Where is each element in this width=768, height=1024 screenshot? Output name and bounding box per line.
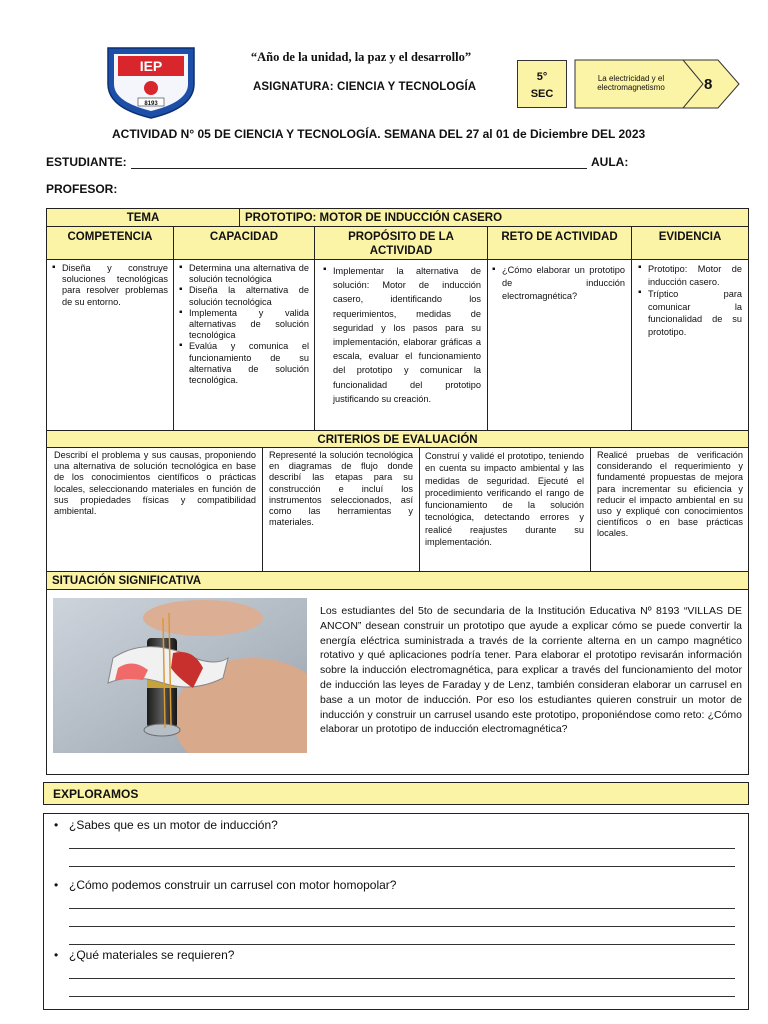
teacher-label: PROFESOR: — [46, 182, 118, 196]
capacidad-item: ▪ Determina una alternativa de solución tecnológica — [179, 263, 309, 285]
proposito-item: ▪ Implementar la alternativa de solución: Motor de inducción casero, identificando los requerimientos, medidas de seguridad y los pasos para su implementación, elaborar gráficas a escala, evaluar el funcionamiento del prototipo y comunicar la funcionalidad del prototipo justificando su creación. — [323, 264, 481, 406]
exploramos-header: EXPLORAMOS — [43, 782, 749, 805]
motor-photo — [53, 598, 307, 753]
competencia-cell — [46, 259, 174, 431]
evidencia-item: ▪ Tríptico para comunicar la funcionalidad de su prototipo. — [638, 288, 742, 338]
evidencia-header: EVIDENCIA — [631, 226, 749, 260]
reto-header: RETO DE ACTIVIDAD — [487, 226, 632, 260]
tema-value: PROTOTIPO: MOTOR DE INDUCCIÓN CASERO — [239, 208, 749, 227]
student-label: ESTUDIANTE: — [46, 155, 127, 169]
bullet-icon: • — [54, 878, 59, 892]
answer-line[interactable] — [69, 944, 735, 945]
evidencia-item: ▪ Prototipo: Motor de inducción casero. — [638, 263, 742, 288]
capacidad-cell — [173, 259, 315, 431]
criterio-cell: Realicé pruebas de verificación considerando el requerimiento y fundamenté propuestas de mejora para incrementar su eficiencia y reducir el impacto ambiental en su uso y expliqué con conocimientos científicos o en base prácticas locales. — [590, 447, 749, 572]
capacidad-item: ▪ Evalúa y comunica el funcionamiento de su alternativa de solución tecnológica. — [179, 341, 309, 386]
answer-line[interactable] — [69, 926, 735, 927]
competencia-header: COMPETENCIA — [46, 226, 174, 260]
answer-line[interactable] — [69, 978, 735, 979]
svg-text:IEP: IEP — [139, 58, 163, 74]
proposito-header: PROPÓSITO DE LA ACTIVIDAD — [314, 226, 488, 260]
question-2: ¿Cómo podemos construir un carrusel con motor homopolar? — [69, 878, 397, 892]
reto-item: ▪ ¿Cómo elaborar un prototipo de inducción electromagnética? — [492, 264, 625, 303]
unit-number: 8 — [704, 76, 713, 93]
grade-badge — [517, 60, 567, 108]
question-3: ¿Qué materiales se requieren? — [69, 948, 235, 962]
answer-line[interactable] — [69, 866, 735, 867]
criterio-cell: Representé la solución tecnológica en diagramas de flujo donde describí las etapas para su construcción e incluí los instrumentos seleccionados, así como las herramientas y materiales. — [262, 447, 420, 572]
competencia-item: ▪ Diseña y construye soluciones tecnológicas para resolver problemas de su entorno. — [52, 263, 168, 308]
bullet-icon: • — [54, 818, 59, 832]
bullet-icon: • — [54, 948, 59, 962]
grade-level: SEC — [530, 88, 554, 100]
classroom-label: AULA: — [591, 155, 629, 169]
year-motto: “Año de la unidad, la paz y el desarrollo” — [250, 50, 472, 64]
capacidad-item: ▪ Diseña la alternativa de solución tecnológica — [179, 285, 309, 307]
answer-line[interactable] — [69, 996, 735, 997]
student-input-line[interactable] — [131, 168, 587, 169]
svg-text:8193: 8193 — [144, 101, 158, 107]
situacion-text: Los estudiantes del 5to de secundaria de la Institución Educativa Nº 8193 “VILLAS DE ANCON” desean construir un prototipo que ayude a explicar cómo se puede convertir la energía eléctrica suministrada a través de la corriente alterna en un campo magnético rotativo y qué aplicaciones podría tener. Para elaborar el prototipo revisarán información sobre la inducción electromagnética, para explicar a través del funcionamiento del motor de inducción las leyes de Faraday y de Lenz, también consideran elaborar un carrusel en base a un motor de inducción. Por eso los estudiantes quieren construir un motor de inducción y construir un carrusel usando este prototipo, proponiéndose como reto: ¿Cómo elaborar un prototipo de inducción electromagnética? — [320, 605, 742, 736]
grade-number: 5° — [536, 71, 548, 83]
answer-line[interactable] — [69, 908, 735, 909]
proposito-cell — [314, 259, 488, 431]
question-1: ¿Sabes que es un motor de inducción? — [69, 818, 278, 832]
answer-line[interactable] — [69, 848, 735, 849]
criterios-header: CRITERIOS DE EVALUACIÓN — [46, 430, 749, 448]
capacidad-item: ▪ Implementa y valida alternativas de solución tecnológica — [179, 308, 309, 342]
reto-cell — [487, 259, 632, 431]
subject-title: ASIGNATURA: CIENCIA Y TECNOLOGÍA — [253, 81, 477, 93]
school-logo — [104, 44, 198, 120]
criterio-cell: Construí y validé el prototipo, teniendo en cuenta su impacto ambiental y las medidas de seguridad. Ejecuté el procedimiento verificando el rango de funcionamiento de la solución tecnológica, detectando errores y realicé reajustes durante su implementación. — [419, 447, 591, 572]
unit-title: La electricidad y el electromagnetismo — [597, 74, 665, 92]
criterio-cell: Describí el problema y sus causas, proponiendo una alternativa de solución tecnológica en base de los conocimientos científicos o prácticas locales, seleccionando materiales en función de sus propiedades físicas y compatibilidad ambiental. — [46, 447, 263, 572]
activity-title: ACTIVIDAD N° 05 DE CIENCIA Y TECNOLOGÍA. SEMANA DEL 27 al 01 de Diciembre DEL 2023 — [112, 127, 646, 141]
evidencia-cell — [631, 259, 749, 431]
tema-label: TEMA — [46, 208, 240, 227]
situacion-header: SITUACIÓN SIGNIFICATIVA — [46, 571, 749, 590]
capacidad-header: CAPACIDAD — [173, 226, 315, 260]
exploramos-box — [43, 813, 749, 1010]
